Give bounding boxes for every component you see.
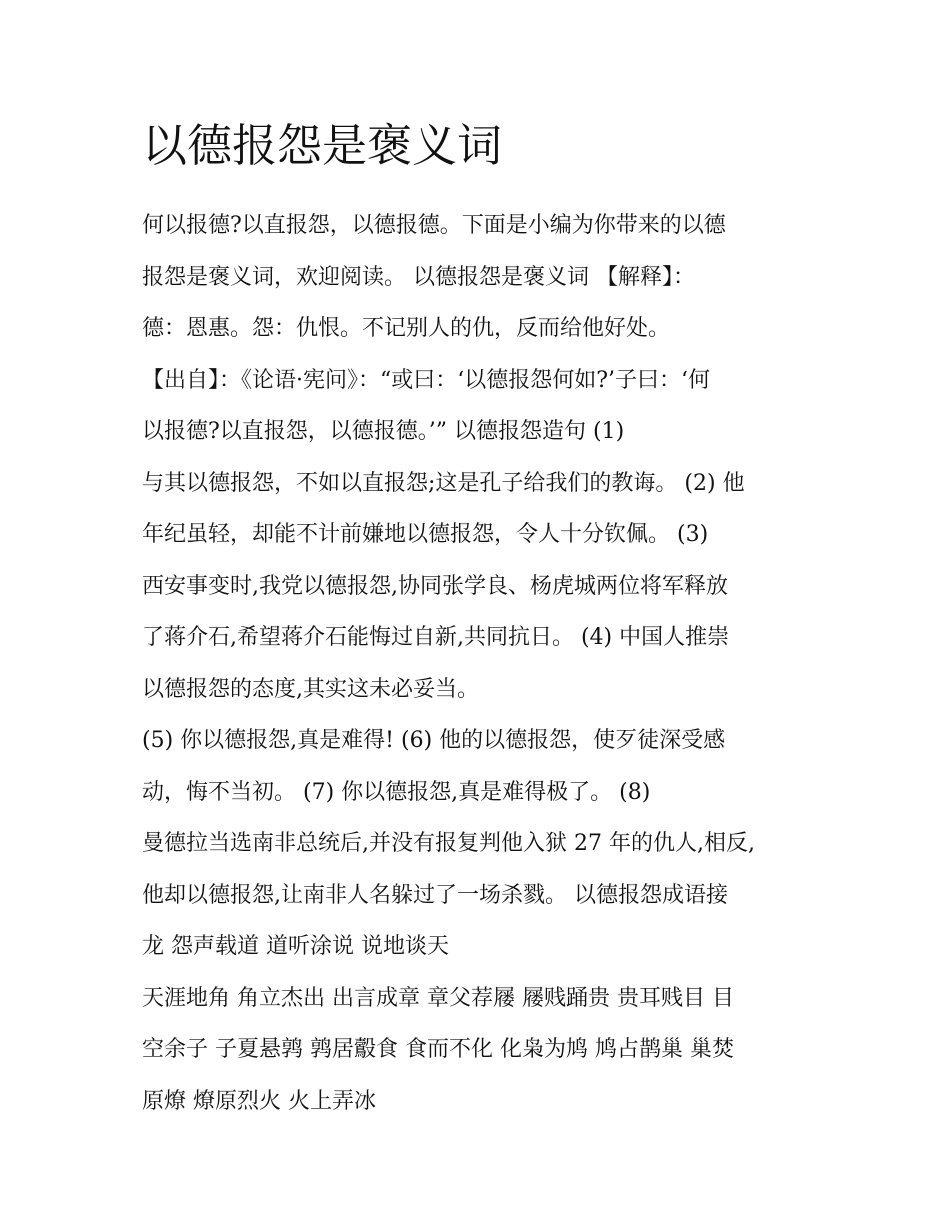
body-line: 年纪虽轻，却能不计前嫌地以德报怨，令人十分钦佩。 (3) <box>142 522 709 547</box>
body-line: 他却以德报怨,让南非人名躲过了一场杀戮。 以德报怨成语接 <box>142 882 728 908</box>
body-line: 动，悔不当初。 (7) 你以德报怨,真是难得极了。 (8) <box>142 779 651 805</box>
body-line: 西安事变时,我党以德报怨,协同张学良、杨虎城两位将军释放 <box>142 573 728 599</box>
body-line: 曼德拉当选南非总统后,并没有报复判他入狱 27 年的仇人,相反, <box>142 831 755 856</box>
body-line: 报怨是褒义词，欢迎阅读。 以德报怨是褒义词 【解释】： <box>142 264 695 290</box>
document-body <box>142 200 822 1127</box>
body-line: 以德报怨的态度,其实这未必妥当。 <box>142 676 479 702</box>
body-line: (5) 你以德报怨,真是难得! (6) 他的以德报怨，使歹徒深受感 <box>142 728 726 753</box>
body-line: 空余子 子夏悬鹑 鹑居鷇食 食而不化 化枭为鸠 鸠占鹊巢 巢焚 <box>142 1037 734 1062</box>
body-line: 龙 怨声载道 道听涂说 说地谈天 <box>142 934 449 959</box>
document-title: 以德报怨是褒义词 <box>142 119 503 172</box>
body-line: 天涯地角 角立杰出 出言成章 章父荐屦 屦贱踊贵 贵耳贱目 目 <box>142 985 734 1011</box>
body-line: 何以报德?以直报怨，以德报德。下面是小编为你带来的以德 <box>142 213 726 238</box>
body-line: 【出自】：《论语·宪问》：“或曰：‘以德报怨何如?’子曰：‘何 <box>142 367 711 393</box>
body-line: 了蒋介石,希望蒋介石能悔过自新,共同抗日。 (4) 中国人推崇 <box>142 625 730 650</box>
body-line: 原燎 燎原烈火 火上弄冰 <box>142 1088 376 1114</box>
body-line: 德：恩惠。怨：仇恨。不记别人的仇，反而给他好处。 <box>142 316 671 341</box>
body-line: 以报德?以直报怨，以德报德。’” 以德报怨造句 (1) <box>142 419 625 444</box>
body-line: 与其以德报怨，不如以直报怨;这是孔子给我们的教诲。 (2) 他 <box>142 470 745 496</box>
